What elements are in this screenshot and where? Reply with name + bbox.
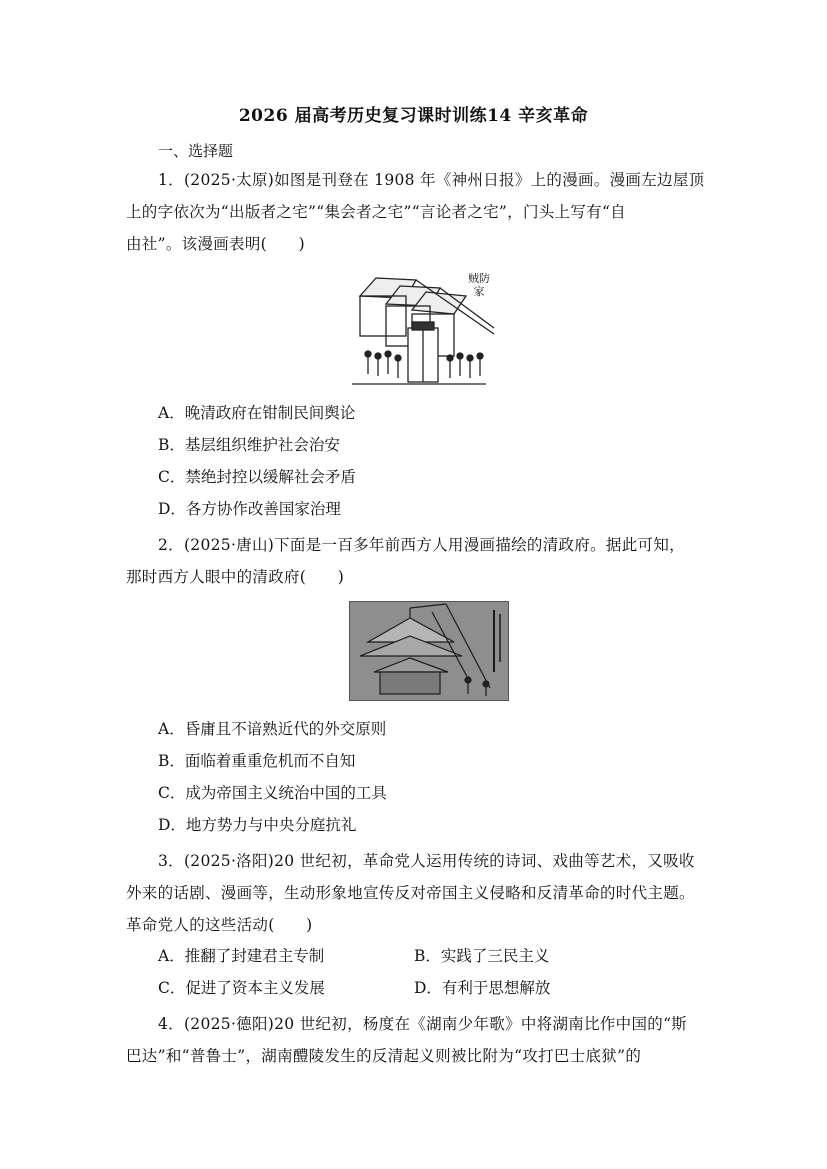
cartoon-caption: 贼防家 xyxy=(468,272,490,298)
stem-line: 由社”。该漫画表明( ) xyxy=(126,235,305,253)
q1-option-b: B．基层组织维护社会治安 xyxy=(158,436,340,454)
cartoon-figure-2 xyxy=(349,601,509,701)
stem-line: 革命党人的这些活动( ) xyxy=(126,916,313,934)
section-heading: 一、选择题 xyxy=(158,142,234,160)
q2-option-b: B．面临着重重危机而不自知 xyxy=(158,752,356,770)
stem-line: 1．(2025·太原)如图是刊登在 1908 年《神州日报》上的漫画。漫画左边屋顶 xyxy=(158,171,705,189)
page-title: 2026 届高考历史复习课时训练14 辛亥革命 xyxy=(238,106,589,126)
question-1-stem xyxy=(126,164,706,260)
q2-option-a: A．昏庸且不谙熟近代的外交原则 xyxy=(158,720,387,738)
q1-option-c: C．禁绝封控以缓解社会矛盾 xyxy=(158,468,356,486)
cartoon-drawing xyxy=(350,602,508,700)
cartoon-figure-1 xyxy=(346,270,496,392)
stem-line: 上的字依次为“出版者之宅”“集会者之宅”“言论者之宅”，门头上写有“自 xyxy=(126,203,626,221)
q3-option-a: A．推翻了封建君主专制 xyxy=(158,947,325,965)
q2-option-d: D．地方势力与中央分庭抗礼 xyxy=(158,816,357,834)
q3-option-d: D．有利于思想解放 xyxy=(414,979,551,997)
question-2-stem xyxy=(126,529,706,593)
q1-option-d: D．各方协作改善国家治理 xyxy=(158,500,341,518)
stem-line: 外来的话剧、漫画等，生动形象地宣传反对帝国主义侵略和反清革命的时代主题。 xyxy=(126,884,695,902)
q1-option-a: A．晚清政府在钳制民间舆论 xyxy=(158,404,356,422)
q3-option-b: B．实践了三民主义 xyxy=(414,947,550,965)
stem-line: 巴达”和“普鲁士”，湖南醴陵发生的反清起义则被比附为“攻打巴士底狱”的 xyxy=(126,1047,642,1065)
question-3-stem xyxy=(126,845,706,941)
stem-line: 那时西方人眼中的清政府( ) xyxy=(126,568,345,586)
q3-option-c: C．促进了资本主义发展 xyxy=(158,979,325,997)
question-4-stem xyxy=(126,1008,706,1072)
stem-line: 2．(2025·唐山)下面是一百多年前西方人用漫画描绘的清政府。据此可知， xyxy=(158,536,685,554)
stem-line: 4．(2025·德阳)20 世纪初，杨度在《湖南少年歌》中将湖南比作中国的“斯 xyxy=(158,1015,688,1033)
stem-line: 3．(2025·洛阳)20 世纪初，革命党人运用传统的诗词、戏曲等艺术，又吸收 xyxy=(158,852,695,870)
q2-option-c: C．成为帝国主义统治中国的工具 xyxy=(158,784,387,802)
